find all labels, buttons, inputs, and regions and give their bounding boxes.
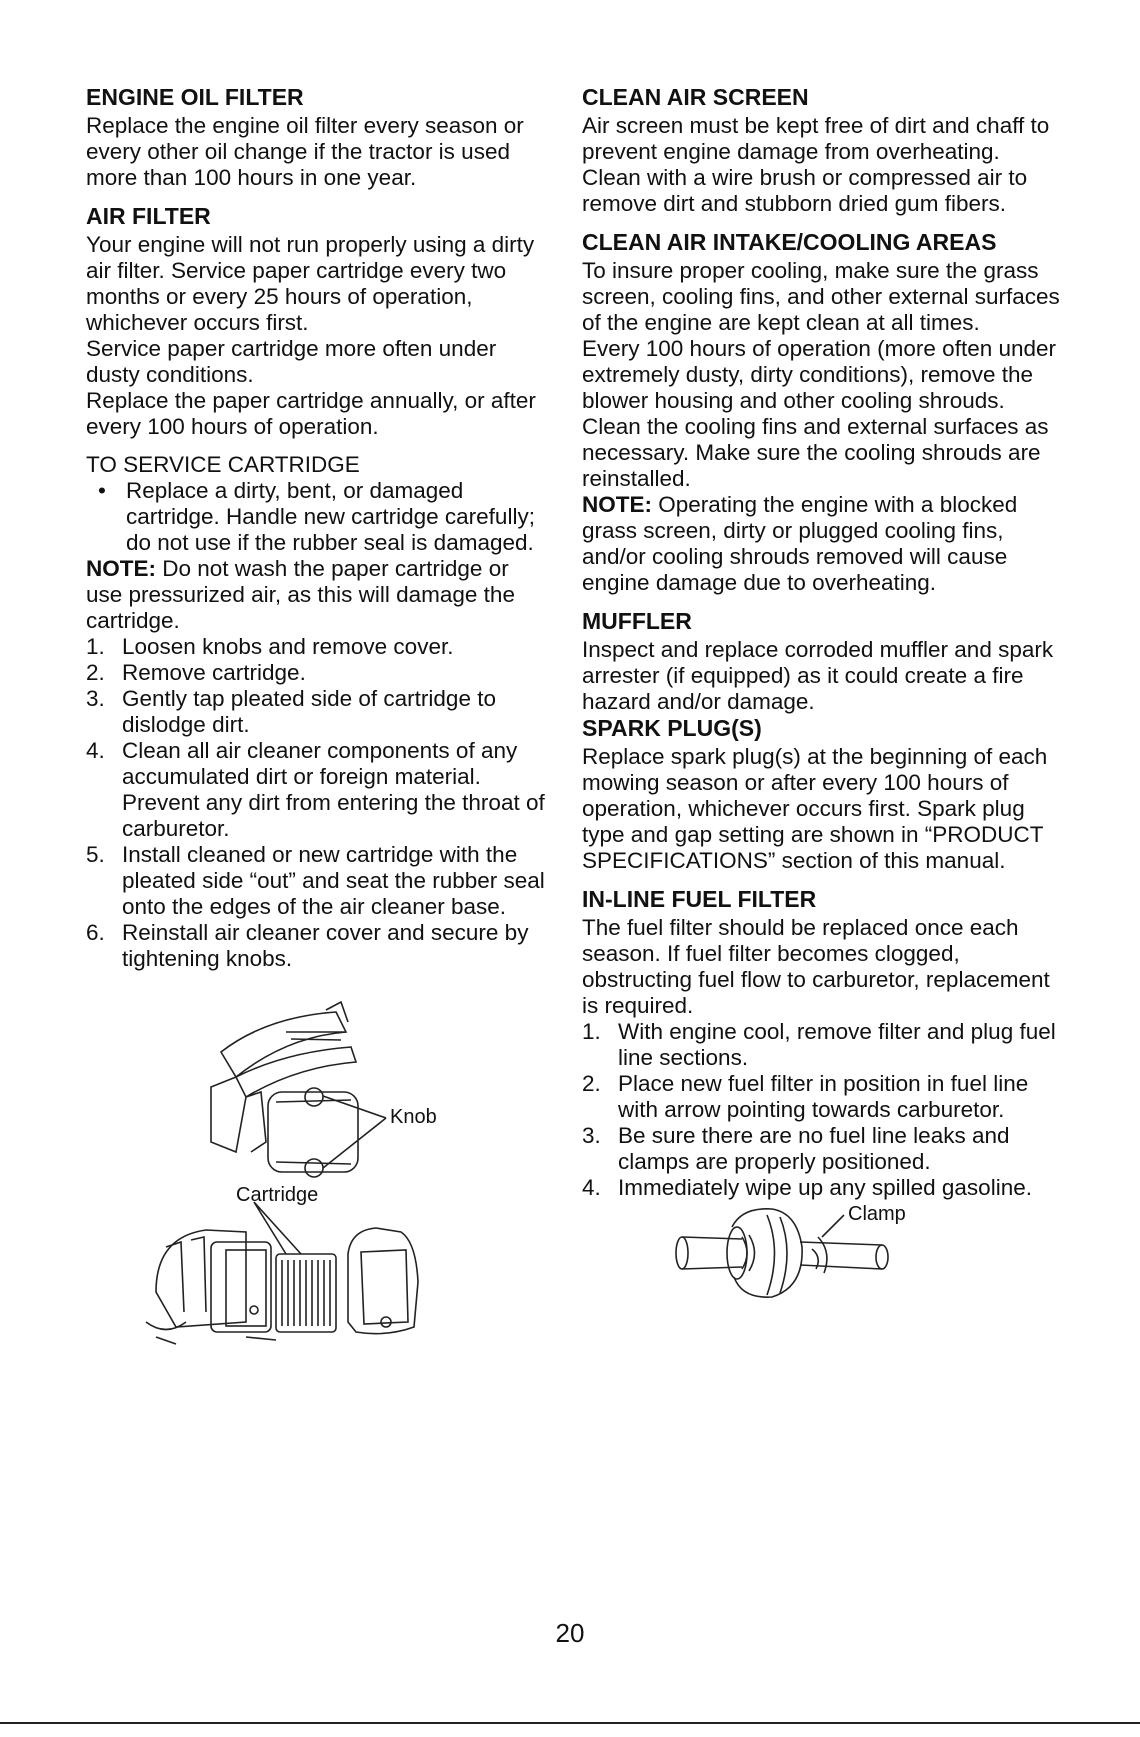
note-label: NOTE: <box>86 556 156 581</box>
list-item: 3. Gently tap pleated side of cartridge to dislodge dirt. <box>86 686 496 737</box>
right-column <box>582 84 1062 1307</box>
list-item: 4. Immediately wipe up any spilled gasoline. <box>582 1175 1032 1200</box>
list-item: 1. Loosen knobs and remove cover. <box>86 634 454 659</box>
oil-filter-text: Replace the engine oil filter every season or every other oil change if the tractor is used more than 100 hours in one year. <box>86 113 524 190</box>
fuel-filter-steps <box>582 1019 1062 1201</box>
air-filter-text-2: Service paper cartridge more often under dusty conditions. <box>86 336 497 387</box>
spark-plug-text: Replace spark plug(s) at the beginning of each mowing season or after every 100 hours of operation, whichever occurs first. Spark plug type and gap setting are shown in “PRODUCT SPECIFICATIONS” section of this manual. <box>582 744 1048 873</box>
note-text: Operating the engine with a blocked grass screen, dirty or plugged cooling fins, and/or cooling shrouds removed will cause engine damage due to overheating. <box>582 492 1018 595</box>
intake-text-2: Every 100 hours of operation (more often under extremely dusty, dirty conditions), remove the blower housing and other cooling shrouds. Clean the cooling fins and external surfaces as necessary. Make sure the cooling shrouds are reinstalled. <box>582 336 1057 491</box>
fuel-filter-illustration <box>582 1207 1062 1307</box>
bottom-rule <box>0 1722 1140 1724</box>
service-cartridge-heading: TO SERVICE CARTRIDGE <box>86 452 360 477</box>
fuel-filter-heading: IN-LINE FUEL FILTER <box>582 886 817 912</box>
air-filter-text-1: Your engine will not run properly using a dirty air filter. Service paper cartridge every two months or every 25 hours of operation, whichever occurs first. <box>86 232 535 335</box>
list-item: 6. Reinstall air cleaner cover and secure by tightening knobs. <box>86 920 529 971</box>
list-item: 2. Place new fuel filter in position in fuel line with arrow pointing towards carburetor. <box>582 1071 1029 1122</box>
list-item: 5. Install cleaned or new cartridge with the pleated side “out” and seat the rubber seal onto the edges of the air cleaner base. <box>86 842 545 919</box>
muffler-heading: MUFFLER <box>582 608 692 634</box>
list-item: 1. With engine cool, remove filter and plug fuel line sections. <box>582 1019 1056 1070</box>
air-screen-text: Air screen must be kept free of dirt and chaff to prevent engine damage from overheating. Clean with a wire brush or compressed air to remove dirt and stubborn dried gum fibers. <box>582 113 1050 216</box>
left-column <box>86 84 546 1362</box>
muffler-text: Inspect and replace corroded muffler and spark arrester (if equipped) as it could create a fire hazard and/or damage. <box>582 637 1054 714</box>
air-filter-text-3: Replace the paper cartridge annually, or after every 100 hours of operation. <box>86 388 536 439</box>
service-bullet: • Replace a dirty, bent, or damaged cartridge. Handle new cartridge carefully; do not use if the rubber seal is damaged. <box>86 478 546 556</box>
fuel-filter-figure <box>582 1203 1062 1307</box>
service-note <box>86 556 546 634</box>
intake-text-1: To insure proper cooling, make sure the grass screen, cooling fins, and other external surfaces of the engine are kept clean at all times. <box>582 258 1060 335</box>
oil-filter-heading: ENGINE OIL FILTER <box>86 84 304 110</box>
fuel-filter-text: The fuel filter should be replaced once each season. If fuel filter becomes clogged, obstructing fuel flow to carburetor, replacement is required. <box>582 915 1050 1018</box>
knob-label: Knob <box>390 1106 437 1128</box>
list-item: 3. Be sure there are no fuel line leaks and clamps are properly positioned. <box>582 1123 1010 1174</box>
note-text: Do not wash the paper cartridge or use pressurized air, as this will damage the cartridge. <box>86 556 515 633</box>
page-number: 20 <box>555 1618 585 1648</box>
intake-note <box>582 492 1062 596</box>
list-item: 4. Clean all air cleaner components of any accumulated dirt or foreign material. Prevent any dirt from entering the throat of carburetor. <box>86 738 545 841</box>
service-steps <box>86 634 546 972</box>
spark-plug-heading: SPARK PLUG(S) <box>582 715 762 741</box>
air-cleaner-figure <box>86 992 546 1362</box>
air-cleaner-illustration <box>86 992 546 1362</box>
service-bullet-list <box>86 478 546 556</box>
list-item: 2. Remove cartridge. <box>86 660 306 685</box>
air-screen-heading: CLEAN AIR SCREEN <box>582 84 809 110</box>
cartridge-label: Cartridge <box>236 1184 319 1206</box>
clamp-label: Clamp <box>848 1203 906 1225</box>
air-filter-heading: AIR FILTER <box>86 203 211 229</box>
note-label: NOTE: <box>582 492 652 517</box>
intake-heading: CLEAN AIR INTAKE/COOLING AREAS <box>582 229 997 255</box>
